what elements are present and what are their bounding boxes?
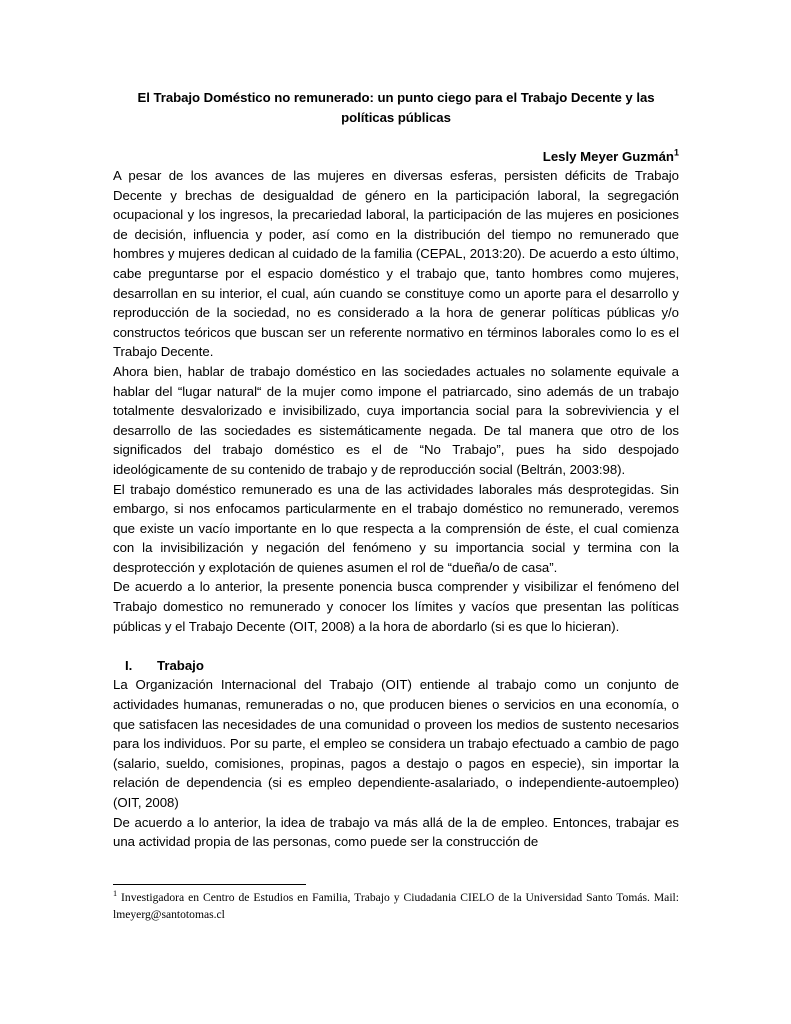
section-label: Trabajo (157, 657, 204, 673)
paragraph: De acuerdo a lo anterior, la presente ponencia busca comprender y visibilizar el fenómeno del Trabajo domestico no remunerado y conocer los límites y vacíos que presentan las políticas públicas y el Trabajo Decente (OIT, 2008) a la hora de abordarlo (si es que lo hicieran). (113, 579, 679, 634)
page-title: El Trabajo Doméstico no remunerado: un punto ciego para el Trabajo Decente y las políticas públicas (137, 90, 655, 125)
footnote-area (113, 884, 679, 923)
section-number: I. (125, 657, 133, 673)
section-heading (113, 656, 679, 676)
paragraph: El trabajo doméstico remunerado es una de las actividades laborales más desprotegidas. Sin embargo, si nos enfocamos particularmente en el trabajo doméstico no remunerado, veremos que existe un vacío importante en lo que respecta a la comprensión de éste, el cual comienza con la invisibilización y negación del fenómeno y su importancia social y termina con la desprotección y explotación de quienes asumen el rol de “dueña/o de casa”. (113, 481, 679, 575)
paragraph: A pesar de los avances de las mujeres en diversas esferas, persisten déficits de Trabajo Decente y brechas de desigualdad de género en la participación laboral, la segregación ocupacional y los ingresos, la precariedad laboral, la participación de las mujeres en posiciones de decisión, influencia y poder, así como en la distribución del tiempo no remunerado que hombres y mujeres dedican al cuidado de la familia (CEPAL, 2013:20). De acuerdo a esto último, cabe preguntarse por el espacio doméstico y el trabajo que, tanto hombres como mujeres, desarrollan en su interior, el cual, aún cuando se constituye como un aporte para el desarrollo y reproducción de la sociedad, no es considerado a la hora de generar políticas públicas y/o constructos teóricos que buscan ser un referente normativo en términos laborales como lo es el Trabajo Decente. (113, 168, 679, 360)
footnote-marker: 1 (113, 889, 118, 899)
document-body (113, 88, 679, 852)
footnote-separator-rule (113, 884, 306, 885)
paragraph: La Organización Internacional del Trabajo (OIT) entiende al trabajo como un conjunto de actividades humanas, remuneradas o no, que producen bienes o servicios en una economía, o que satisfacen las necesidades de una comunidad o proveen los medios de sustento necesarios para los individuos. Por su parte, el empleo se considera un trabajo efectuado a cambio de pago (salario, sueldo, comisiones, propinas, pagos a destajo o pagos en especie), sin importar la relación de dependencia (si es empleo dependiente-asalariado, o independiente-autoempleo)(OIT, 2008) (113, 677, 679, 810)
paragraph: De acuerdo a lo anterior, la idea de trabajo va más allá de la de empleo. Entonces, trabajar es una actividad propia de las personas, como puede ser la construcción de (113, 814, 679, 850)
footnote (113, 890, 679, 923)
footnote-body: Investigadora en Centro de Estudios en Familia, Trabajo y Ciudadania CIELO de la Universidad Santo Tomás. Mail: lmeyerg@santotomas.cl (113, 891, 679, 921)
paragraph: Ahora bien, hablar de trabajo doméstico en las sociedades actuales no solamente equivale a hablar del “lugar natural“ de la mujer como impone el patriarcado, sino además de un trabajo totalmente desvalorizado e invisibilizado, cuya importancia social para la sobreviviencia y el desarrollo de las sociedades es sistemáticamente negada. De tal manera que otro de los significados del trabajo doméstico es el de “No Trabajo”, pues ha sido despojado ideológicamente de su contenido de trabajo y de reproducción social (Beltrán, 2003:98). (113, 363, 679, 477)
author-byline (113, 147, 679, 167)
author-name: Lesly Meyer Guzmán (542, 148, 674, 164)
footnote-reference-marker: 1 (673, 147, 679, 158)
